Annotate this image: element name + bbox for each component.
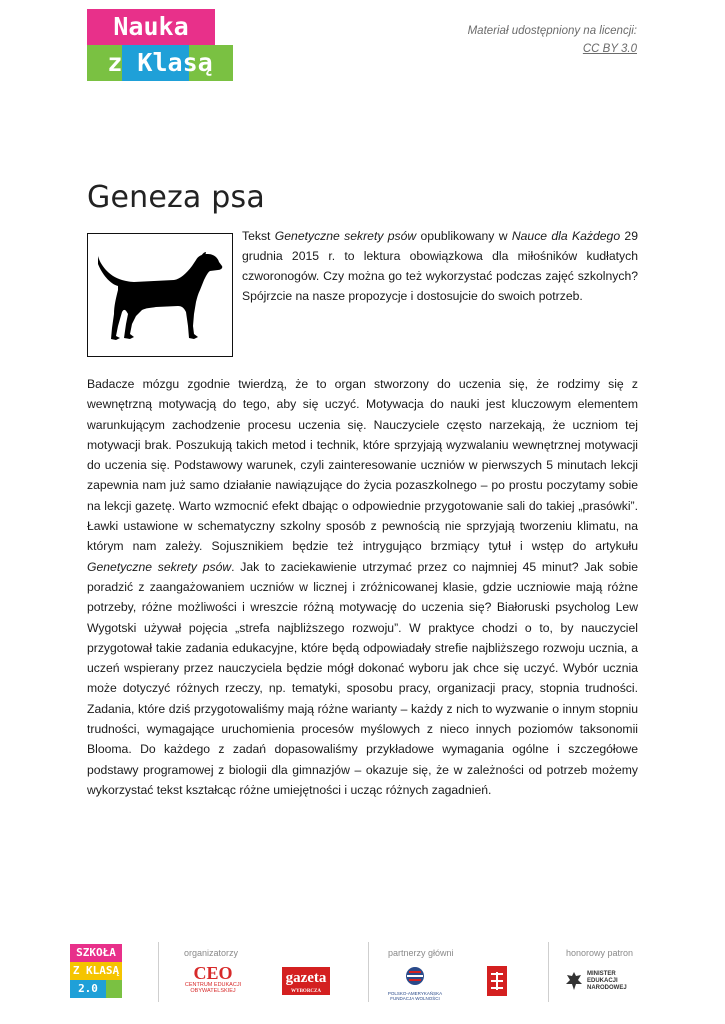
footer-divider bbox=[548, 942, 549, 1002]
footer-divider bbox=[158, 942, 159, 1002]
body-paragraph bbox=[87, 374, 638, 800]
footer-logo-line-2: Z KLASĄ bbox=[70, 962, 122, 980]
szkola-z-klasa-logo bbox=[70, 944, 122, 998]
body-article-title: Genetyczne sekrety psów bbox=[87, 559, 232, 574]
patron-label: honorowy patron bbox=[566, 948, 634, 958]
license-link[interactable]: CC BY 3.0 bbox=[582, 43, 637, 55]
ceo-logo bbox=[183, 964, 243, 994]
men-line-1: MINISTER bbox=[587, 970, 616, 977]
logo-line-2: z Klasą 2.0 bbox=[107, 48, 213, 113]
ceo-logo-text: CEO bbox=[193, 963, 233, 983]
intro-article-title: Genetyczne sekrety psów bbox=[274, 229, 417, 243]
men-line-2: EDUKACJI bbox=[587, 977, 618, 984]
page-title: Geneza psa bbox=[87, 180, 265, 215]
footer-partners bbox=[70, 940, 650, 1005]
dog-illustration bbox=[87, 233, 233, 357]
logo-line-1: Nauka bbox=[87, 9, 215, 45]
cursor-icon bbox=[106, 980, 122, 998]
intro-paragraph bbox=[242, 226, 638, 306]
license-text: Materiał udostępniony na licencji: bbox=[467, 25, 637, 37]
organizers-label: organizatorzy bbox=[184, 948, 239, 958]
pafw-logo-text: POLSKO-AMERYKAŃSKA FUNDACJA WOLNOŚCI bbox=[387, 991, 443, 1001]
intro-text: Tekst bbox=[242, 229, 275, 243]
dog-silhouette-icon bbox=[96, 250, 224, 342]
men-line-3: NARODOWEJ bbox=[587, 984, 627, 991]
partners-label: partnerzy główni bbox=[388, 948, 454, 958]
body-text: Badacze mózgu zgodnie twierdzą, że to organ stworzony do uczenia się, że rodzimy się z wewnętrzną motywacją do tego, aby się uczyć. Motywacja do nauki jest kluczowym elementem warunkującym zachodzenie procesu uczenia się. Nauczyciele często narzekają, że uczniom tej motywacji brak. Poszukują takich metod i technik, które sprzyjają wyzwalaniu wewnętrznej motywacji do uczenia się. Podstawowy warunek, czyli zainteresowanie uczniów w pierwszych 5 minutach lekcji zapewnia nam już samo działanie nawiązujące do życia pozaszkolnego – po prostu poczytamy sobie na lekcji gazetę. Warto wzmocnić efekt dbając o odpowiednie przygotowanie sali do takiej „prasówki”. Ławki ustawione w schematyczny szkolny sposób z pewnością nie sprzyjają tworzeniu klimatu, na którym nam zależy. Sojusznikiem będzie też intrygująco brzmiący tytuł i wstęp do artykułu bbox=[87, 377, 638, 554]
license-note bbox=[468, 22, 637, 58]
nauka-z-klasa-logo bbox=[87, 9, 233, 113]
intro-magazine-name: Nauce dla Każdego bbox=[511, 229, 621, 243]
footer-logo-line-3: 2.0 bbox=[70, 980, 106, 998]
gazeta-logo-text: gazeta bbox=[285, 970, 327, 986]
partner-symbol-icon bbox=[487, 966, 507, 996]
partner-red-logo bbox=[487, 966, 507, 996]
gazeta-wyborcza-logo bbox=[282, 967, 330, 995]
pafw-logo bbox=[385, 966, 445, 1001]
intro-text: opublikowany w bbox=[416, 229, 512, 243]
men-logo-text bbox=[587, 971, 627, 992]
footer-divider bbox=[368, 942, 369, 1002]
intro-text: 29 grudnia 2015 r. to lektura obowiązkowa dla miłośników kudłatych czworonogów. Czy można go też wykorzystać podczas zajęć szkolnych? Spójrzcie na nasze propozycje i dostosujcie do swoich potrzeb. bbox=[242, 229, 638, 303]
ceo-logo-subtext: CENTRUM EDUKACJI OBYWATELSKIEJ bbox=[184, 982, 242, 994]
pafw-emblem-icon bbox=[403, 966, 427, 986]
eagle-emblem-icon bbox=[565, 970, 583, 992]
body-text: . Jak to zaciekawienie utrzymać przez co najmniej 45 minut? Jak sobie poradzić z zaangażowaniem uczniów w licznej i zróżnicowanej klasie, gdzie uczniowie mają różne potrzeby, różne możliwości i wreszcie różną motywację do uczenia się? Białoruski psycholog Lew Wygotski używał pojęcia „strefa najbliższego rozwoju”. W praktyce chodzi o to, by nauczyciel przygotował takie zadania edukacyjne, które będą odpowiadały strefie najbliższego rozwoju ucznia, a uczeń wspierany przez nauczyciela będzie mógł dokonać wyboru jak chce się uczyć. Wybór ucznia może dotyczyć różnych rzeczy, np. tematyki, sposobu pracy, organizacji pracy, stopnia trudności. Zadania, które dziś przygotowaliśmy mają różne warianty – każdy z nich to wyzwanie o innym stopniu trudności, wymagające uruchomienia procesów myślowych z nieco innych poziomów taksonomii Blooma. Do każdego z zadań dopasowaliśmy przykładowe wymagania ogólne i szczegółowe podstawy programowej z biologii dla gimnazjów – okazuje się, że w zależności od potrzeb możemy wykorzystać tekst kształcąc różne umiejętności i ucząc różnych zagadnień. bbox=[87, 559, 638, 797]
gazeta-logo-subtext: WYBORCZA bbox=[290, 989, 321, 994]
footer-logo-line-1: SZKOŁA bbox=[70, 944, 122, 962]
men-logo bbox=[565, 970, 627, 992]
